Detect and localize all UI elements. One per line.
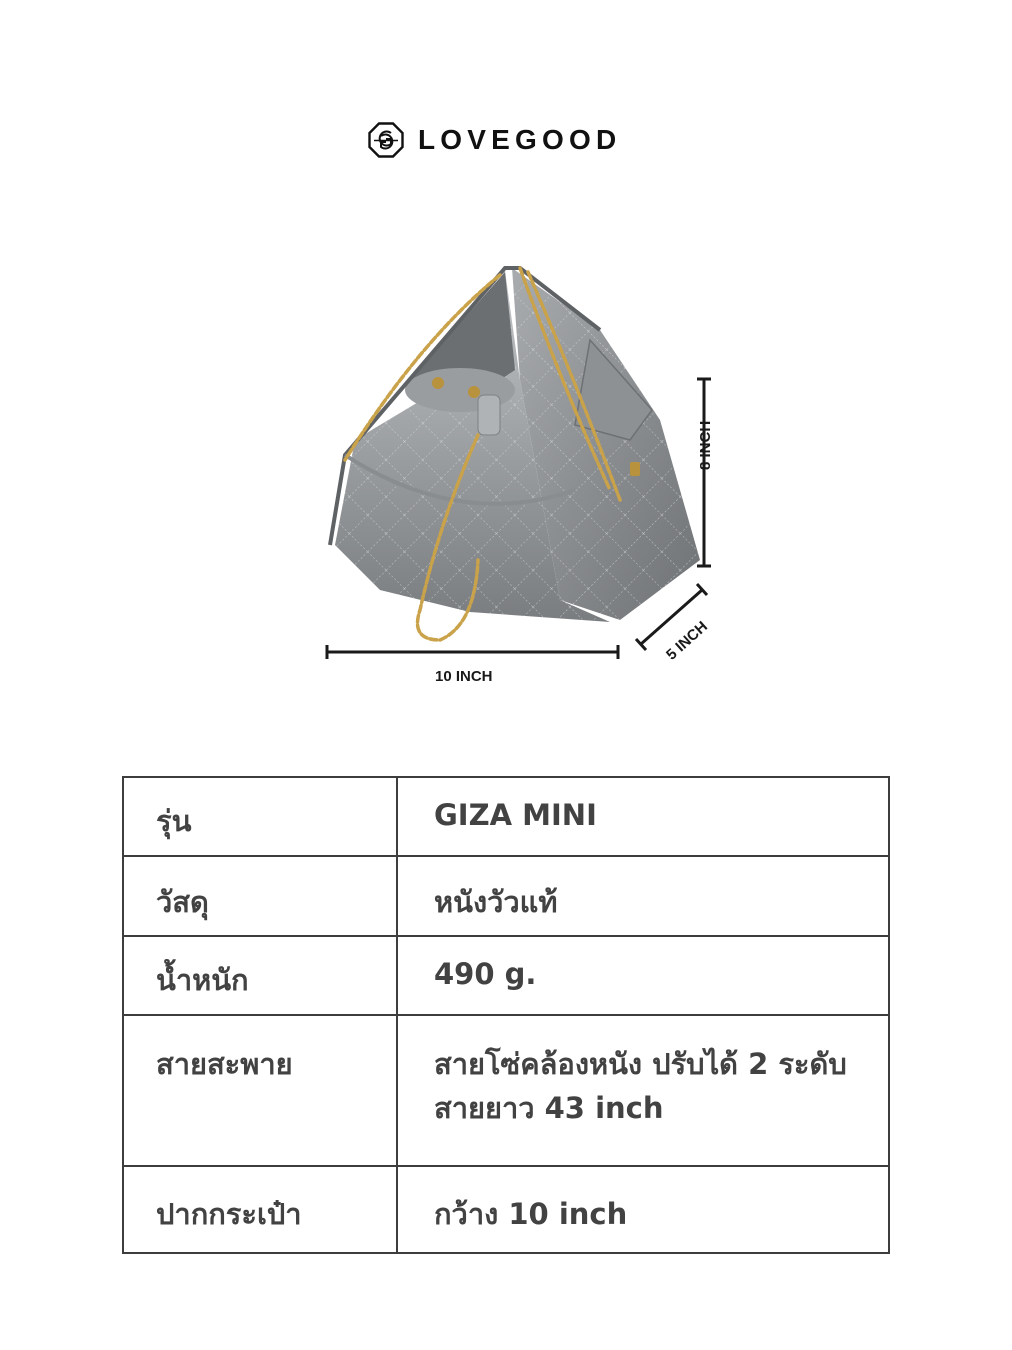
spec-value: 490 g. bbox=[397, 936, 889, 1015]
spec-value: สายโซ่คล้องหนัง ปรับได้ 2 ระดับ สายยาว 43 inch bbox=[397, 1015, 889, 1166]
spec-row-material bbox=[123, 856, 889, 936]
spec-label: สายสะพาย bbox=[123, 1015, 397, 1166]
brand-name: LOVEGOOD bbox=[418, 124, 622, 155]
bag-body bbox=[330, 268, 700, 622]
spec-row-opening bbox=[123, 1166, 889, 1253]
width-dimension-label: 10 INCH bbox=[435, 668, 493, 685]
spec-row-strap bbox=[123, 1015, 889, 1166]
height-dimension-label: 8 INCH bbox=[697, 420, 714, 470]
spec-label: วัสดุ bbox=[123, 856, 397, 936]
spec-label: น้ำหนัก bbox=[123, 936, 397, 1015]
spec-table bbox=[122, 776, 890, 1254]
spec-value: หนังวัวแท้ bbox=[397, 856, 889, 936]
spec-row-model bbox=[123, 777, 889, 856]
spec-label: รุ่น bbox=[123, 777, 397, 856]
spec-label: ปากกระเป๋า bbox=[123, 1166, 397, 1253]
spec-value: GIZA MINI bbox=[397, 777, 889, 856]
depth-dimension-label: 5 INCH bbox=[663, 618, 711, 664]
spec-row-weight bbox=[123, 936, 889, 1015]
spec-value: กว้าง 10 inch bbox=[397, 1166, 889, 1253]
